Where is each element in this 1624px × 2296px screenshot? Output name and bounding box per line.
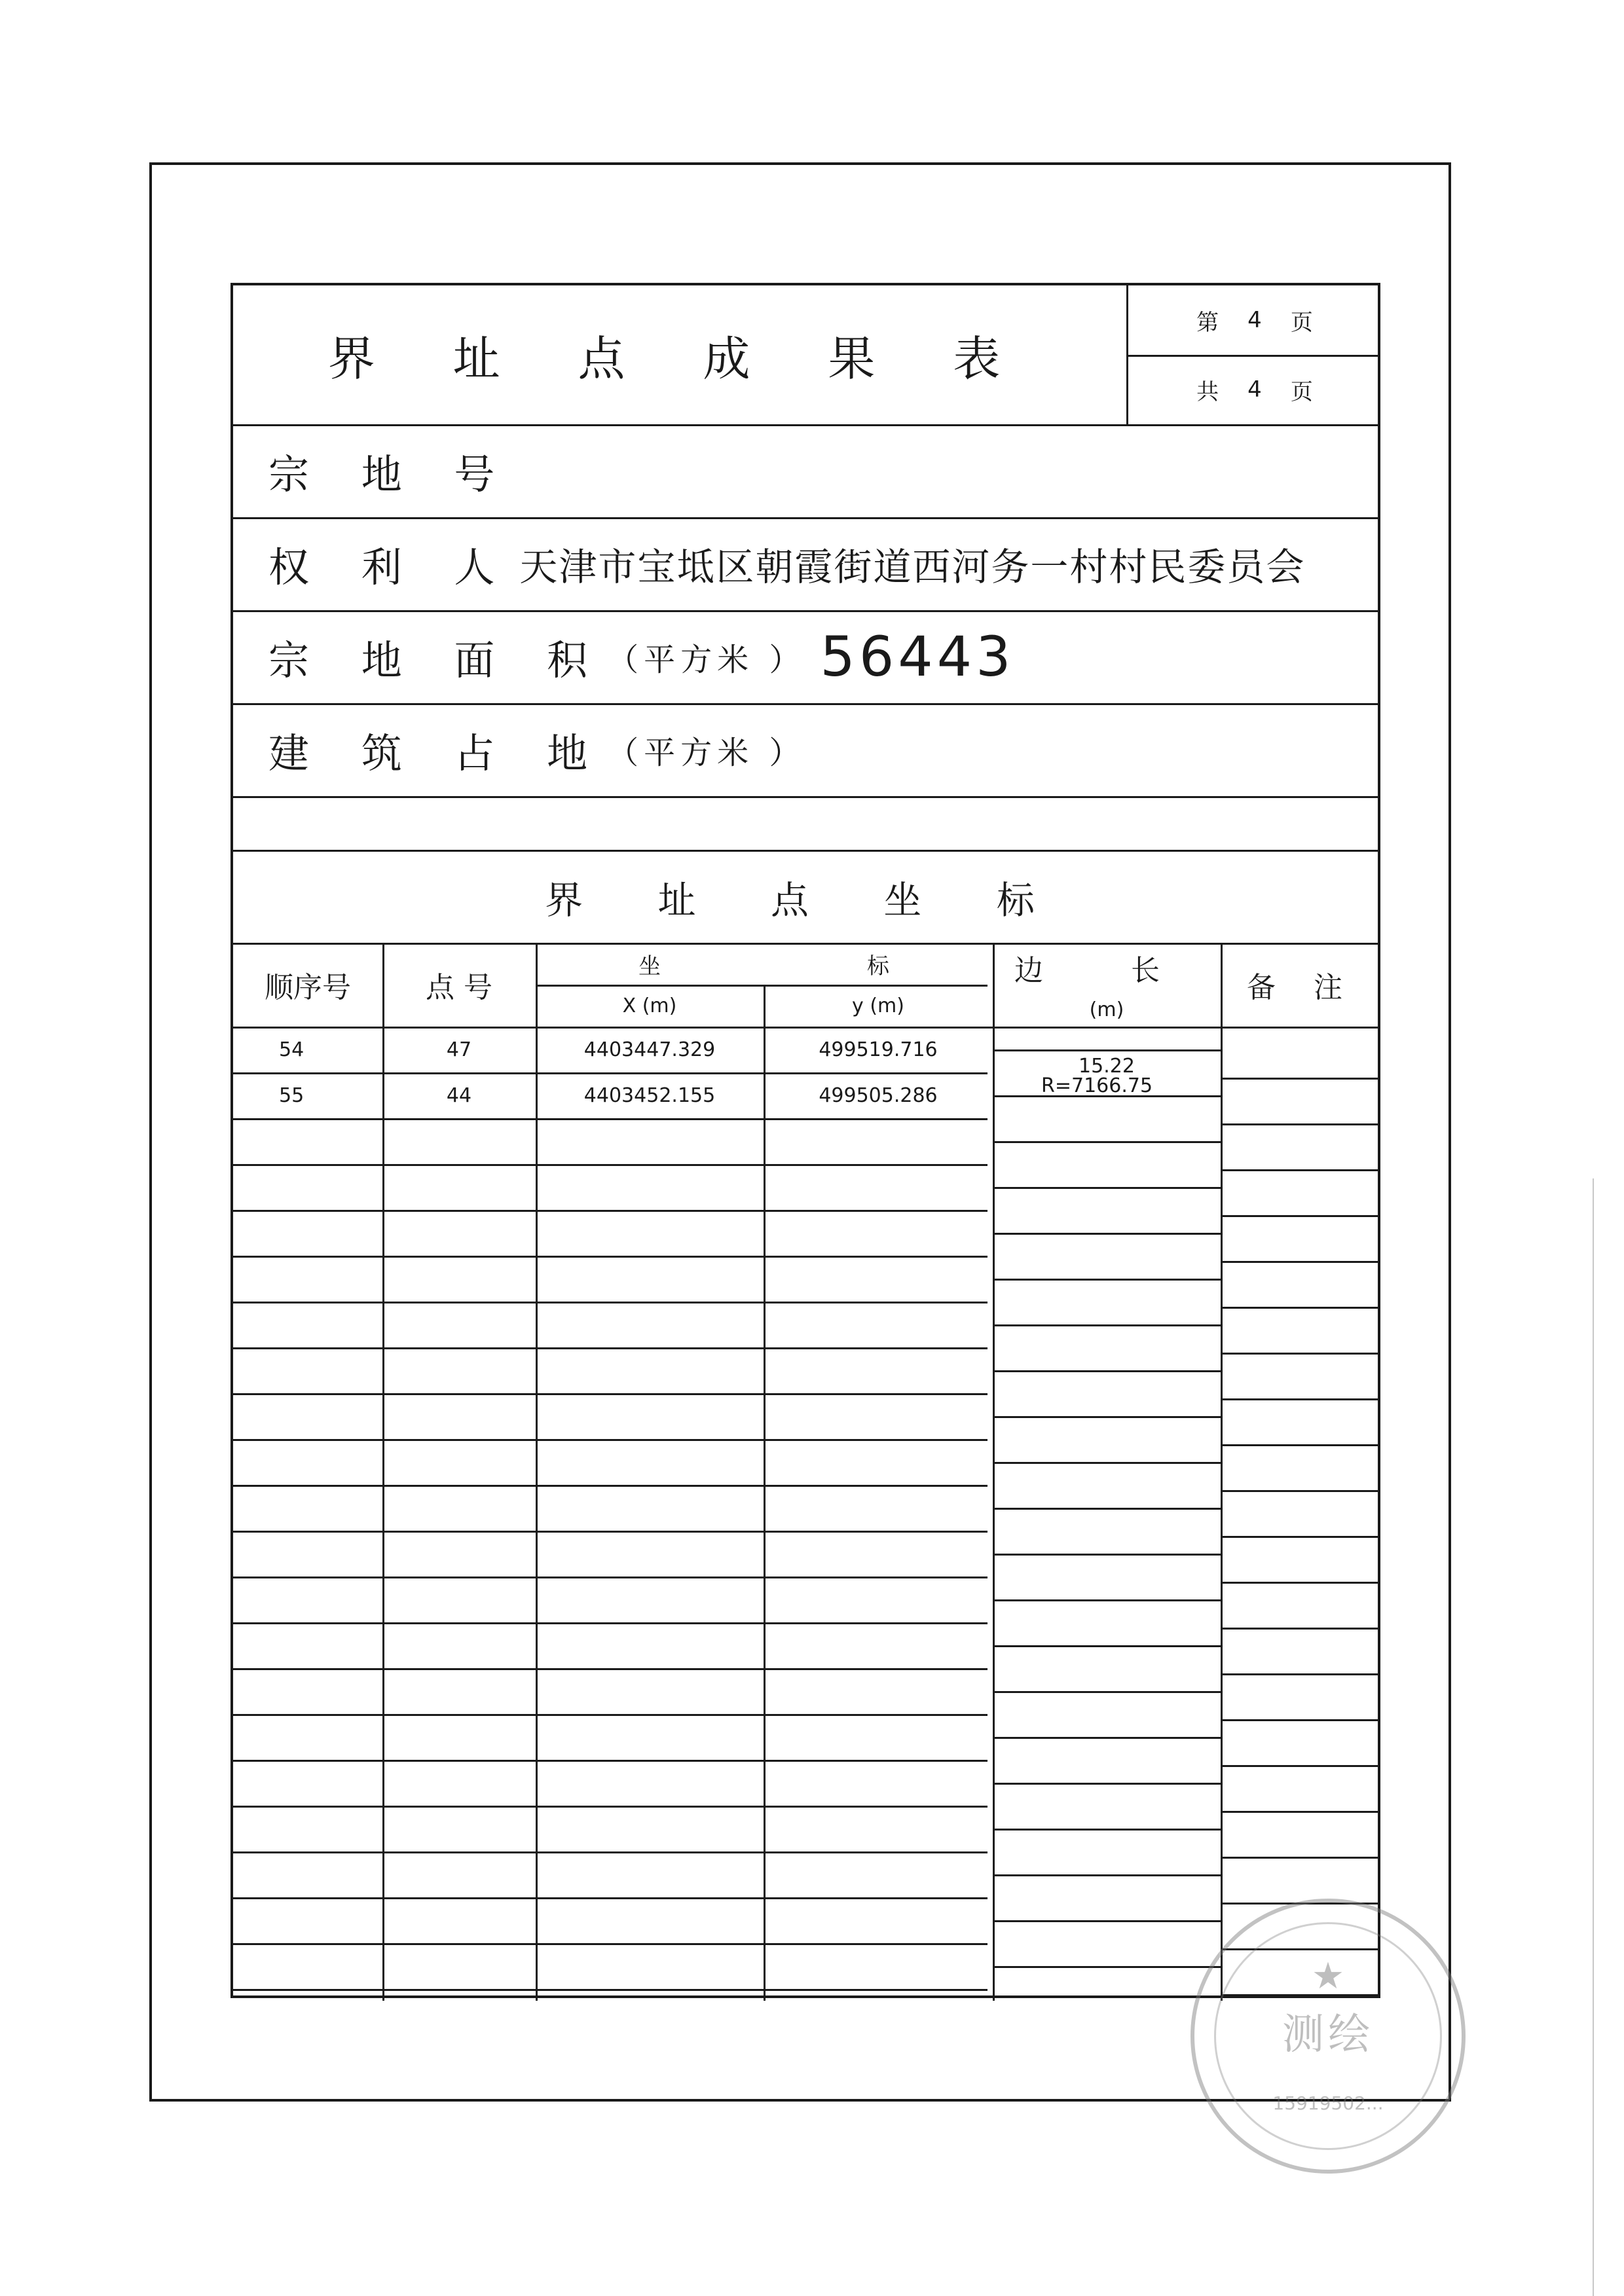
scan-edge-line <box>1593 1178 1594 2296</box>
remark-row-line <box>1221 1169 1378 1171</box>
col-header-coord-left: 坐 <box>638 953 661 979</box>
area-row <box>268 610 1015 703</box>
table-row-line <box>233 1622 987 1624</box>
row-1-x: 4403447.329 <box>583 1038 716 1061</box>
table-row-line <box>233 1760 987 1762</box>
remark-row-line <box>1221 1719 1378 1721</box>
col-header-coord-right: 标 <box>867 953 889 979</box>
edge-row-line <box>993 1049 1221 1051</box>
edge-row-line <box>993 1279 1221 1281</box>
col-divider <box>764 985 766 2001</box>
col-header-point: 点 号 <box>426 971 492 1004</box>
table-row-line <box>233 1347 987 1349</box>
remark-row-line <box>1221 1628 1378 1630</box>
table-row-line <box>233 1302 987 1303</box>
col-header-edge-unit: (m) <box>1089 998 1124 1021</box>
table-row-line <box>233 1943 987 1945</box>
edge-row-line <box>993 1554 1221 1556</box>
table-row-line <box>233 1210 987 1212</box>
row-2-y: 499505.286 <box>819 1084 938 1107</box>
area-value: 56443 <box>820 625 1015 689</box>
seal-code: 15919502... <box>1272 2092 1384 2114</box>
table-row-line <box>233 1439 987 1441</box>
remark-row-line <box>1221 1215 1378 1217</box>
table-row-line <box>233 1989 987 1991</box>
building-row <box>268 703 811 796</box>
owner-label: 权 利 人 <box>268 543 515 591</box>
building-unit: （平方米 ） <box>607 734 806 771</box>
seal-star-icon: ★ <box>1311 1955 1345 1997</box>
row-1-y: 499519.716 <box>819 1038 938 1061</box>
parcel-number-label: 宗 地 号 <box>268 450 515 498</box>
table-row-line <box>233 1806 987 1808</box>
edge-row-line <box>993 1966 1221 1968</box>
edge-row-line <box>993 1370 1221 1372</box>
table-row-line <box>233 1576 987 1578</box>
col-divider <box>1221 943 1223 2001</box>
col-header-seq: 顺序号 <box>265 971 351 1004</box>
remark-row-line <box>1221 1353 1378 1355</box>
edge-row-line <box>993 1095 1221 1097</box>
page-title: 界 址 点 成 果 表 <box>327 331 1032 386</box>
table-row-line <box>233 1118 987 1120</box>
edge-row-line <box>993 1645 1221 1647</box>
remark-row-line <box>1221 1673 1378 1675</box>
remark-row-line <box>1221 1536 1378 1538</box>
remark-row-line <box>1221 1490 1378 1492</box>
remark-row-line <box>1221 1307 1378 1309</box>
edge-row-line <box>993 1416 1221 1418</box>
parcel-number-row <box>268 424 519 517</box>
edge-row-line <box>993 1508 1221 1510</box>
building-label: 建 筑 占 地 <box>268 729 608 777</box>
current-page: 第 4 页 <box>1196 307 1313 336</box>
area-label: 宗 地 面 积 <box>268 636 608 684</box>
official-seal <box>1190 1899 1466 2174</box>
row-1-point: 47 <box>446 1038 472 1061</box>
remark-row-line <box>1221 1857 1378 1859</box>
edge-row-line <box>993 1829 1221 1831</box>
remark-row-line <box>1221 1444 1378 1446</box>
row-divider <box>233 796 1378 798</box>
remark-row-line <box>1221 1123 1378 1125</box>
edge-radius: R=7166.75 <box>1041 1074 1153 1097</box>
table-row-line <box>233 1897 987 1899</box>
edge-length: 15.22 <box>1079 1054 1135 1078</box>
edge-row-line <box>993 1737 1221 1739</box>
edge-row-line <box>993 1599 1221 1601</box>
table-row-line <box>233 1072 987 1074</box>
row-divider <box>233 850 1378 852</box>
table-row-line <box>233 1714 987 1716</box>
col-header-remark: 备 注 <box>1247 971 1357 1004</box>
col-header-x: X (m) <box>622 994 677 1017</box>
edge-row-line <box>993 1920 1221 1922</box>
edge-row-line <box>993 1462 1221 1464</box>
seal-text: 测绘 <box>1282 2011 1374 2059</box>
row-2-x: 4403452.155 <box>583 1084 716 1107</box>
table-row-line <box>233 1256 987 1258</box>
remark-row-line <box>1221 1811 1378 1813</box>
edge-row-line <box>993 1233 1221 1235</box>
remark-row-line <box>1221 1261 1378 1263</box>
table-row-line <box>233 1393 987 1395</box>
owner-row <box>268 517 1305 610</box>
edge-row-line <box>993 1187 1221 1189</box>
row-2-seq: 55 <box>279 1084 304 1107</box>
edge-row-line <box>993 1691 1221 1693</box>
remark-row-line <box>1221 1582 1378 1584</box>
table-row-line <box>233 1485 987 1487</box>
remark-row-line <box>1221 1398 1378 1400</box>
edge-row-line <box>993 1324 1221 1326</box>
table-row-line <box>233 1668 987 1670</box>
edge-row-line <box>993 1783 1221 1785</box>
edge-row-line <box>993 1874 1221 1876</box>
remark-row-line <box>1221 1765 1378 1767</box>
area-unit: （平方米 ） <box>607 641 806 678</box>
owner-value: 天津市宝坻区朝霞街道西河务一村村民委员会 <box>519 545 1306 589</box>
edge-row-line <box>993 1141 1221 1143</box>
col-divider <box>993 943 995 2001</box>
row-1-seq: 54 <box>279 1038 304 1061</box>
table-row-line <box>233 1851 987 1853</box>
col-header-y: y (m) <box>852 994 904 1017</box>
result-table-sheet <box>231 283 1380 1998</box>
coordinate-section-title: 界 址 点 坐 标 <box>545 878 1066 922</box>
remark-row-line <box>1221 1078 1378 1080</box>
table-row-line <box>233 1531 987 1533</box>
table-row-line <box>233 1164 987 1166</box>
col-header-edge: 边 长 <box>1014 954 1199 987</box>
row-2-point: 44 <box>446 1084 472 1107</box>
total-pages: 共 4 页 <box>1196 376 1313 405</box>
